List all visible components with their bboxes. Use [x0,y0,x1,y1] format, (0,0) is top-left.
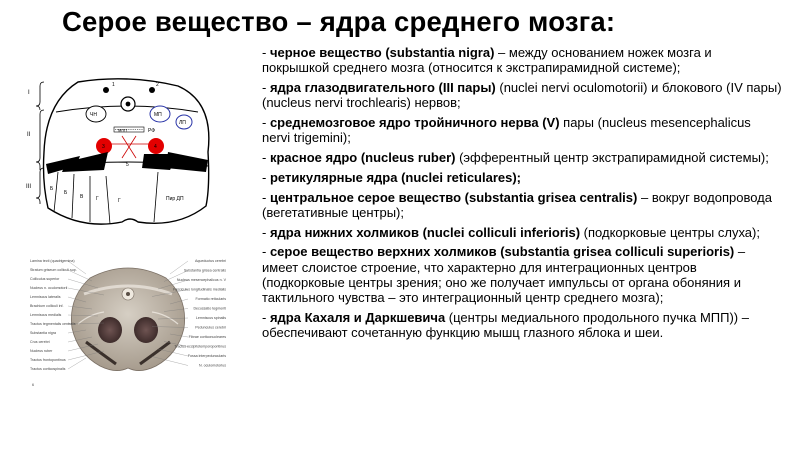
nucleus-list-item [262,244,782,305]
list-bullet: - [262,169,270,185]
nucleus-list-item [262,150,782,165]
diagram-label-mp: МП [154,112,162,118]
section-label-left: Lemniscus lateralis [30,295,61,299]
diagram-label-mpp: МПП [118,127,128,133]
nucleus-list-item [262,45,782,75]
section-label-left: Colliculus superior [30,277,60,281]
section-label-right: Decussatio tegmenti [193,306,226,311]
nucleus-name: ретикулярные ядра (nuclei reticulares); [269,169,522,185]
diagram-label-ii: II [27,132,31,138]
diagram-num-5: 5 [126,162,129,168]
nucleus-description: – имеет слоистое строение, что характерно для интеграционных центров (подкорковые центры зрения; оно же получает импульсы от органа обоняния и тактильного чувства – это интеграционный центр среднего мозга); [262,244,746,305]
section-label-right: Aqueductus cerebri [195,259,226,263]
list-bullet: - [262,309,270,325]
section-label-right: Fasciculus longitudinalis medialis [173,287,226,292]
slide-title: Серое вещество – ядра среднего мозга: [62,6,616,37]
section-label-left: Lamina tecti (quadrigemina) [30,259,75,263]
section-label-left: Crus cerebri [30,340,50,344]
diagram-num-3: 3 [102,144,105,150]
section-label-left: Tractus corticospinalis [30,367,66,371]
nucleus-name: серое вещество верхних холмиков (substantia grisea colliculi superioris) [269,244,735,260]
diagram-label-chn: ЧН [90,112,97,118]
section-label-right: Fibrae corticonucleares [188,335,226,339]
section-label-left: Nucleus n. oculomotorii [30,286,68,290]
diagram-num-2: 2 [156,82,159,88]
midbrain-schema-diagram [18,72,218,244]
diagram-label-i: I [28,90,30,96]
section-label-right: Fossa interpeduncularis [187,354,226,358]
nucleus-list-item [262,190,782,220]
nucleus-description: (эфферентный центр экстрапирамидной системы); [455,150,769,165]
section-label-left: Tractus frontopontinus [30,358,66,362]
list-bullet: - [262,224,270,240]
diagram-label-d: Г [96,196,99,202]
section-label-right: N. oculomotorius [199,363,226,368]
section-label-right: Tractus occipitotemporopontinus [174,344,226,349]
list-bullet: - [262,115,270,130]
section-label-left: Tractus tegmentalis centralis [30,322,76,326]
nucleus-name: черное вещество (substantia nigra) [269,45,495,60]
midbrain-section-illustration [28,254,228,390]
diagram-num-4: 4 [154,144,157,150]
nucleus-list-item [262,115,782,145]
nucleus-name: ядра глазодвигательного (III пары) [269,80,496,95]
nucleus-list-item [262,225,782,240]
nucleus-description: (центры медиального продольного пучка МПП)) – обеспечивают сочетанную функцию мышц глазного яблока и шеи. [262,309,749,340]
list-bullet: - [262,45,270,60]
diagram-label-rf: РФ [148,128,156,134]
diagram-label-a: Б [50,186,54,192]
section-label-left: Brachium colliculi inf. [30,304,64,308]
section-label-right: Pedunculus cerebri [195,325,226,330]
diagram-label-lp: ЛП [179,120,186,126]
diagram-label-iii: III [26,184,32,190]
diagram-label-e: Г [118,198,121,204]
diagram-label-c: В [80,194,84,200]
nucleus-description: – вокруг водопровода (вегетативные центры); [262,189,772,220]
diagram-num-1: 1 [112,82,115,88]
nucleus-list-item [262,80,782,110]
section-label-left: Stratum griseum colliculi sup. [30,268,77,272]
nucleus-list-item [262,310,782,340]
section-label-left: Substantia nigra [30,331,56,335]
nucleus-list-item [262,170,782,185]
leader-line [68,358,86,369]
diagram-label-b: Б [64,190,68,196]
section-label-left: Nucleus ruber [30,349,53,353]
list-bullet: - [262,80,270,95]
nuclei-list [262,45,782,345]
section-label-left: Lemniscus medialis [30,313,62,317]
list-bullet: - [262,244,270,260]
section-label-right: Nucleus mesencephalicus n. V [176,278,226,282]
figure-number: 6 [32,383,34,387]
nucleus-name: ядра нижних холмиков (nuclei colliculi inferioris) [269,224,581,240]
nucleus-name: ядра Кахаля и Даркшевича [269,309,446,325]
nucleus-name: красное ядро (nucleus ruber) [269,150,456,165]
section-label-right: Lemniscus spinalis [195,316,226,320]
section-label-right: Substantia grisea centralis [183,268,226,273]
nucleus-name: центральное серое вещество (substantia grisea centralis) [269,189,638,205]
nucleus-name: среднемозговое ядро тройничного нерва (V) [269,115,560,130]
nucleus-description: – между основанием ножек мозга и покрышкой среднего мозга (относится к экстрапирамидной системе); [262,45,712,76]
list-bullet: - [262,189,270,205]
section-label-right: Formatio reticularis [195,297,226,301]
nucleus-description: (nuclei nervi oculomotorii) и блокового (IV пары) (nucleus nervi trochlearis) нервов; [262,80,782,111]
list-bullet: - [262,150,270,165]
nucleus-description: (подкорковые центры слуха); [580,224,760,240]
nucleus-description: пары (nucleus mesencephalicus nervi trigemini); [262,115,751,146]
diagram-label-pir: Пир ДП [166,196,184,202]
